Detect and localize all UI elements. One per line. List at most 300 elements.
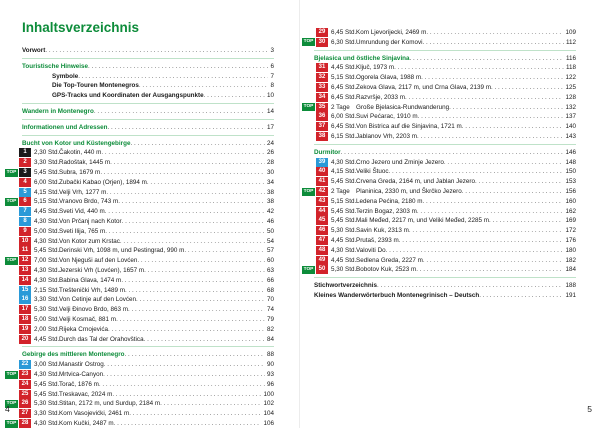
- tour-duration: 5,45 Std.: [34, 247, 60, 255]
- tour-duration: 5,00 Std.: [34, 227, 60, 235]
- toc-page-number: 3: [270, 47, 274, 54]
- tour-number-badge: 22: [19, 360, 31, 369]
- tour-duration: 4,30 Std.: [34, 218, 60, 225]
- toc-page-number: 82: [266, 325, 274, 333]
- tour-number-badge: 34: [316, 93, 328, 102]
- tour-entry[interactable]: [302, 187, 576, 196]
- leader-dots: [389, 168, 564, 175]
- toc-entry-title: GPS-Tracks und Koordinaten der Ausgangspunkte: [52, 92, 204, 100]
- toc-page-number: 172: [565, 227, 576, 235]
- section-heading-bjelasica[interactable]: [314, 54, 576, 63]
- toc-page-number: 38: [266, 198, 274, 206]
- leader-dots: [101, 149, 265, 156]
- leader-dots: [94, 107, 265, 116]
- tour-number-badge: 18: [19, 315, 31, 324]
- tour-entry[interactable]: [302, 236, 576, 245]
- section-heading-info[interactable]: [22, 123, 274, 132]
- leader-dots: [426, 29, 563, 36]
- section-divider: [314, 277, 576, 278]
- tour-entry[interactable]: [302, 38, 576, 47]
- tour-entry[interactable]: [302, 177, 576, 186]
- tour-title: Subra, 1679 m: [59, 169, 101, 176]
- toc-entry-appendix[interactable]: [314, 291, 576, 300]
- tour-entry[interactable]: [5, 227, 274, 236]
- toc-page-number: 156: [565, 188, 576, 195]
- tour-number-badge: 28: [19, 419, 31, 428]
- tour-number-badge: 24: [19, 380, 31, 389]
- tour-title: Ledena Pećina, 2180 m: [356, 197, 423, 205]
- tour-entry[interactable]: [5, 305, 274, 314]
- tour-number-badge: 11: [19, 246, 31, 255]
- top-tour-badge: TOP: [303, 188, 314, 194]
- toc-page-number: 184: [565, 266, 576, 274]
- tour-title: Treštenički Vrh, 1489 m: [59, 286, 126, 294]
- tour-entry[interactable]: [5, 246, 274, 255]
- leader-dots: [118, 198, 265, 205]
- leader-dots: [475, 178, 563, 185]
- toc-page-number: 14: [266, 108, 274, 115]
- toc-subentry[interactable]: [22, 72, 274, 81]
- toc-page-number: 57: [266, 247, 274, 255]
- section-heading-durmitor[interactable]: [314, 148, 576, 157]
- tour-number-badge: 49: [316, 256, 328, 265]
- tour-title: Torač, 1876 m: [59, 380, 99, 388]
- top-tour-badge: TOP: [6, 198, 17, 204]
- toc-page-number: 182: [565, 256, 576, 264]
- section-divider: [314, 144, 576, 145]
- tour-number-badge: 17: [19, 305, 31, 314]
- tour-title: Kom Ljevorijecki, 2469 m: [356, 29, 427, 36]
- tour-duration: 5,30 Std.: [331, 227, 357, 235]
- toc-page-number: 84: [266, 335, 274, 343]
- tour-duration: 5,45 Std.: [331, 207, 357, 215]
- tour-number-badge: 48: [316, 246, 328, 255]
- top-tour-badge: TOP: [303, 104, 314, 110]
- leader-dots: [444, 159, 564, 166]
- leader-dots: [417, 133, 563, 140]
- toc-page-number: 46: [266, 218, 274, 225]
- toc-entry-title: Bucht von Kotor und Küstengebirge: [22, 139, 131, 147]
- tour-title: Von Prčanj nach Kotor: [59, 218, 122, 225]
- tour-duration: 5,45 Std.: [34, 169, 60, 176]
- tour-entry[interactable]: [302, 132, 576, 141]
- leader-dots: [110, 159, 265, 166]
- tour-number-badge: 35: [316, 103, 328, 112]
- tour-duration: 5,30 Std.: [34, 400, 60, 408]
- tour-entry[interactable]: [5, 295, 274, 304]
- section-heading-montenegro[interactable]: [22, 350, 274, 359]
- tour-title: Velji Vrh, 1277 m: [59, 188, 107, 196]
- tour-number-badge: 29: [316, 28, 328, 37]
- leader-dots: [449, 104, 563, 111]
- tour-number-badge: 31: [316, 63, 328, 72]
- leader-dots: [147, 179, 265, 186]
- tour-entry[interactable]: [302, 265, 576, 274]
- top-tour-badge: TOP: [6, 169, 17, 175]
- tour-number-badge: 7: [19, 207, 31, 216]
- tour-entry[interactable]: [302, 216, 576, 225]
- tour-title: Babina Glava, 1474 m: [59, 276, 122, 284]
- tour-title: Durch das Tal der Orahovštica: [59, 335, 144, 343]
- tour-duration: 2 Tage: [331, 103, 350, 111]
- leader-dots: [160, 400, 261, 407]
- tour-title: Zubački Kabao (Orjen), 1894 m: [59, 178, 147, 186]
- tour-title: Planinica, 2330 m, und Škrčko Jezero: [356, 188, 462, 195]
- leader-dots: [116, 316, 265, 323]
- tour-number-badge: 13: [19, 266, 31, 275]
- tour-title: Rijeka Crnojevića: [59, 325, 108, 333]
- toc-page-number: 128: [565, 93, 576, 101]
- tour-duration: 4,45 Std.: [34, 335, 60, 343]
- tour-entry[interactable]: [302, 256, 576, 265]
- tour-duration: 4,15 Std.: [331, 168, 357, 176]
- toc-page-number: 93: [266, 371, 274, 378]
- tour-entry[interactable]: [5, 390, 274, 399]
- tour-duration: 6,00 Std.: [331, 113, 357, 121]
- tour-duration: 3,30 Std.: [34, 159, 60, 167]
- leader-dots: [112, 391, 261, 398]
- leader-dots: [125, 350, 265, 359]
- leader-dots: [144, 336, 265, 343]
- tour-duration: 5,45 Std.: [331, 178, 357, 186]
- toc-subentry[interactable]: [22, 81, 274, 90]
- tour-entry[interactable]: [5, 158, 274, 167]
- tour-title: Zekova Glava, 2117 m, und Crna Glava, 2139 m: [356, 84, 491, 91]
- tour-number-badge: 41: [316, 177, 328, 186]
- leader-dots: [125, 287, 265, 294]
- leader-dots: [418, 113, 564, 120]
- tour-entry[interactable]: [302, 28, 576, 37]
- toc-page-number: 153: [565, 178, 576, 186]
- tour-number-badge: 20: [19, 335, 31, 344]
- tour-duration: 6,45 Std.: [331, 84, 357, 91]
- toc-page-number: 112: [565, 38, 576, 46]
- toc-page-number: 88: [266, 351, 274, 359]
- toc-page-number: 191: [565, 292, 576, 299]
- toc-page-number: 125: [565, 84, 576, 91]
- tour-title: Razvršje, 2033 m: [356, 93, 405, 101]
- toc-page-number: 146: [565, 148, 576, 156]
- tour-entry[interactable]: [302, 63, 576, 72]
- toc-page-number: 70: [266, 296, 274, 304]
- tour-entry[interactable]: [302, 246, 576, 255]
- leader-dots: [104, 361, 265, 368]
- toc-page-number: 54: [266, 237, 274, 245]
- tour-title: Sveti Vid, 440 m: [59, 208, 105, 216]
- toc-page-number: 122: [565, 74, 576, 82]
- tour-number-badge: 4: [19, 178, 31, 187]
- tour-entry[interactable]: [5, 237, 274, 246]
- toc-page-number: 140: [565, 123, 576, 131]
- tour-title: Radoštak, 1445 m: [59, 159, 111, 167]
- tour-duration: 5,15 Std.: [331, 197, 357, 205]
- leader-dots: [204, 91, 265, 100]
- section-divider: [22, 135, 274, 136]
- page-number-left: 4: [5, 404, 10, 414]
- tour-number-badge: 16: [19, 295, 31, 304]
- tour-number-badge: 42: [316, 187, 328, 196]
- toc-page-number: 79: [266, 316, 274, 323]
- leader-dots: [99, 381, 265, 388]
- tour-entry[interactable]: [5, 178, 274, 187]
- tour-number-badge: 36: [316, 112, 328, 121]
- tour-title: Mali Međed, 2217 m, und Veliki Međed, 2285 m: [356, 217, 490, 225]
- toc-page-number: 26: [266, 149, 274, 157]
- tour-entry[interactable]: [5, 370, 274, 379]
- section-divider: [22, 103, 274, 104]
- tour-title: Treskavac, 2024 m: [59, 390, 113, 398]
- tour-entry[interactable]: [5, 360, 274, 369]
- toc-page-number: 17: [266, 123, 274, 131]
- tour-entry[interactable]: [302, 158, 576, 167]
- tour-entry[interactable]: [5, 276, 274, 285]
- toc-entry-title: Bjelasica und östliche Sinjavina: [314, 54, 410, 62]
- toc-page-number: 90: [266, 361, 274, 369]
- tour-number-badge: 33: [316, 83, 328, 92]
- tour-title: Vranovo Brdo, 743 m: [59, 198, 119, 206]
- tour-entry[interactable]: [302, 122, 576, 131]
- toc-page-number: 137: [565, 113, 576, 121]
- section-heading-kotor[interactable]: [22, 139, 274, 148]
- tour-title: Savin Kuk, 2313 m: [356, 227, 409, 235]
- toc-entry-title: Kleines Wanderwörterbuch Montenegrinisch – Deutsch: [314, 292, 480, 299]
- section-divider: [314, 50, 576, 51]
- toc-page-number: 38: [266, 188, 274, 196]
- tour-entry[interactable]: [302, 112, 576, 121]
- toc-entry-appendix[interactable]: [314, 281, 576, 290]
- section-heading-hinweise[interactable]: [22, 62, 274, 71]
- toc-page-number: 68: [266, 286, 274, 294]
- leader-dots: [120, 238, 265, 245]
- tour-title: Veliki Štuoc: [356, 168, 389, 176]
- toc-page-number: 150: [565, 168, 576, 176]
- leader-dots: [144, 267, 265, 274]
- tour-title: Kom Vasojevićki, 2461 m: [59, 410, 130, 418]
- tour-entry[interactable]: [302, 197, 576, 206]
- leader-dots: [410, 54, 564, 63]
- tour-entry[interactable]: [5, 286, 274, 295]
- tour-number-badge: 46: [316, 226, 328, 235]
- tour-entry[interactable]: [302, 226, 576, 235]
- tour-entry[interactable]: [5, 197, 274, 206]
- tour-title: Crno Jezero und Zminje Jezero: [356, 158, 444, 166]
- toc-page-number: 102: [263, 400, 274, 408]
- tour-entry[interactable]: [5, 380, 274, 389]
- leader-dots: [122, 218, 265, 225]
- tour-duration: 7,00 Std.: [34, 257, 60, 265]
- toc-subentry[interactable]: [22, 91, 274, 100]
- leader-dots: [103, 371, 265, 378]
- tour-duration: 4,30 Std.: [331, 158, 357, 166]
- leader-dots: [139, 81, 269, 90]
- toc-page-number: 106: [263, 420, 274, 427]
- toc-page-number: 30: [266, 169, 274, 176]
- tour-duration: 6,30 Std.: [331, 38, 357, 46]
- top-tour-badge: TOP: [303, 266, 314, 272]
- tour-duration: 5,30 Std.: [34, 306, 60, 314]
- leader-dots: [88, 62, 268, 71]
- tour-entry[interactable]: [302, 207, 576, 216]
- leader-dots: [417, 208, 564, 215]
- leader-dots: [128, 306, 265, 313]
- toc-entry-title: Gebirge des mittleren Montenegro: [22, 351, 125, 359]
- tour-duration: 4,15 Std.: [34, 188, 60, 196]
- leader-dots: [100, 169, 265, 176]
- section-divider: [22, 119, 274, 120]
- tour-title: Kom Kučki, 2487 m: [59, 420, 114, 427]
- tour-entry[interactable]: [5, 148, 274, 157]
- top-tour-badge: TOP: [303, 39, 314, 45]
- toc-entry-title: Durmitor: [314, 148, 341, 156]
- toc-page-number: 109: [565, 29, 576, 36]
- page-number-right: 5: [587, 404, 592, 414]
- leader-dots: [421, 74, 563, 81]
- toc-page-number: 60: [266, 257, 274, 265]
- tour-title: Suvi Pećarac, 1910 m: [356, 113, 418, 121]
- toc-entry-title: Stichwortverzeichnis: [314, 282, 377, 290]
- tour-number-badge: 25: [19, 390, 31, 399]
- leader-dots: [130, 139, 265, 148]
- leader-dots: [45, 46, 268, 55]
- tour-entry[interactable]: [5, 207, 274, 216]
- tour-number-badge: 6: [19, 197, 31, 206]
- section-heading-wandern[interactable]: [22, 107, 274, 116]
- toc-page-number: 143: [565, 133, 576, 140]
- toc-entry-title: Informationen und Adressen: [22, 123, 108, 131]
- tour-title: Velji Đinovo Brdo, 863 m: [59, 306, 128, 314]
- tour-duration: 5,45 Std.: [34, 390, 60, 398]
- tour-entry[interactable]: [302, 83, 576, 92]
- tour-duration: 3,30 Std.: [34, 410, 60, 418]
- leader-dots: [489, 217, 563, 224]
- tour-duration: 4,30 Std.: [34, 371, 60, 378]
- tour-number-badge: 5: [19, 188, 31, 197]
- leader-dots: [78, 72, 268, 81]
- tour-number-badge: 47: [316, 236, 328, 245]
- leader-dots: [394, 64, 564, 71]
- tour-duration: 6,45 Std.: [331, 93, 357, 101]
- leader-dots: [107, 123, 265, 132]
- tour-number-badge: 43: [316, 197, 328, 206]
- tour-entry[interactable]: [302, 103, 576, 112]
- tour-duration: 5,45 Std.: [34, 380, 60, 388]
- tour-entry[interactable]: [302, 73, 576, 82]
- tour-duration: 4,30 Std.: [331, 246, 357, 254]
- leader-dots: [462, 123, 564, 130]
- tour-title: Von Cetinje auf den Lovćen: [59, 296, 137, 304]
- leader-dots: [129, 410, 261, 417]
- toc-page-number: 24: [266, 139, 274, 147]
- tour-number-badge: 10: [19, 237, 31, 246]
- tour-number-badge: 2: [19, 158, 31, 167]
- tour-duration: 5,00 Std.: [34, 316, 60, 323]
- leader-dots: [121, 277, 265, 284]
- toc-page-number: 8: [270, 82, 274, 90]
- toc-page-number: 10: [266, 92, 274, 100]
- top-tour-badge: TOP: [6, 420, 17, 426]
- tour-number-badge: 1: [19, 148, 31, 157]
- toc-entry-title: Touristische Hinweise: [22, 62, 89, 70]
- top-tour-badge: TOP: [6, 257, 17, 263]
- tour-duration: 4,45 Std.: [331, 256, 357, 264]
- leader-dots: [341, 148, 564, 157]
- tour-entry[interactable]: [5, 325, 274, 334]
- leader-dots: [462, 188, 564, 195]
- tour-entry[interactable]: [5, 409, 274, 418]
- toc-page-number: 66: [266, 276, 274, 284]
- tour-duration: 4,30 Std.: [34, 276, 60, 284]
- tour-number-badge: 15: [19, 286, 31, 295]
- leader-dots: [416, 266, 563, 273]
- toc-entry-title: Die Top-Touren Montenegros: [52, 82, 139, 90]
- tour-number-badge: 44: [316, 207, 328, 216]
- tour-title: Sedlena Greda, 2227 m: [356, 256, 423, 264]
- leader-dots: [399, 237, 564, 244]
- tour-entry[interactable]: [5, 335, 274, 344]
- toc-page-number: 160: [565, 197, 576, 205]
- toc-page-number: 34: [266, 178, 274, 186]
- toc-page-number: 169: [565, 217, 576, 225]
- toc-page-number: 63: [266, 267, 274, 274]
- tour-title: Derinski Vrh, 1098 m, und Pestingrad, 990 m: [59, 247, 185, 255]
- tour-entry[interactable]: [5, 217, 274, 226]
- tour-number-badge: 8: [19, 217, 31, 226]
- tour-entry[interactable]: [302, 93, 576, 102]
- toc-page-number: 104: [263, 410, 274, 418]
- leader-dots: [423, 198, 564, 205]
- tour-number-badge: 39: [316, 158, 328, 167]
- tour-title: Stitan, 2172 m, und Surdup, 2184 m: [59, 400, 161, 408]
- tour-entry[interactable]: [302, 167, 576, 176]
- leader-dots: [479, 291, 563, 300]
- leader-dots: [423, 257, 564, 264]
- tour-duration: 5,15 Std.: [34, 198, 60, 206]
- leader-dots: [108, 326, 265, 333]
- toc-entry-title: Vorwort: [22, 47, 46, 54]
- tour-duration: 5,45 Std.: [331, 217, 357, 225]
- tour-duration: 4,45 Std.: [331, 64, 357, 72]
- leader-dots: [409, 227, 564, 234]
- tour-entry[interactable]: [5, 399, 274, 408]
- tour-title: Von Kotor zum Krstac: [59, 237, 120, 245]
- tour-entry[interactable]: [5, 188, 274, 197]
- tour-duration: 5,15 Std.: [331, 74, 357, 82]
- top-tour-badge: TOP: [6, 400, 17, 406]
- toc-page-number: 116: [565, 54, 576, 62]
- tour-entry[interactable]: [5, 256, 274, 265]
- leader-dots: [386, 247, 564, 254]
- toc-page-number: 28: [266, 159, 274, 167]
- leader-dots: [405, 94, 563, 101]
- toc-entry-title: Symbole: [52, 72, 79, 80]
- tour-title: Valoviti Do: [356, 246, 386, 254]
- leader-dots: [137, 257, 265, 264]
- page-title: Inhaltsverzeichnis: [22, 20, 140, 35]
- toc-entry-vorwort[interactable]: [22, 46, 274, 55]
- tour-duration: 4,45 Std.: [331, 237, 357, 244]
- tour-entry[interactable]: [5, 419, 274, 428]
- tour-entry[interactable]: [5, 168, 274, 177]
- tour-entry[interactable]: [5, 315, 274, 324]
- tour-entry[interactable]: [5, 266, 274, 275]
- tour-duration: 2,15 Std.: [34, 286, 60, 294]
- tour-number-badge: 12: [19, 256, 31, 265]
- toc-page-number: 188: [565, 282, 576, 290]
- tour-duration: 4,30 Std.: [34, 267, 60, 274]
- tour-number-badge: 3: [19, 168, 31, 177]
- toc-page-number: 100: [263, 390, 274, 398]
- tour-title: Mrtvica-Canyon: [59, 371, 104, 378]
